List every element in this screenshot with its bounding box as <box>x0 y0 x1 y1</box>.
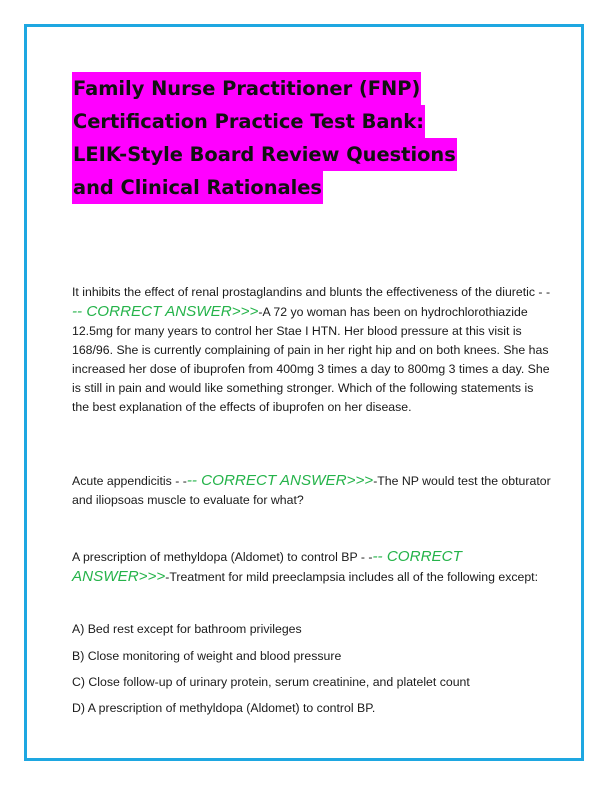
answer-text: Acute appendicitis - - <box>72 474 187 488</box>
option-d: D) A prescription of methyldopa (Aldomet) to control BP. <box>72 701 376 715</box>
question-text: -A 72 yo woman has been on hydrochlorothiazide 12.5mg for many years to control her Stae I HTN. Her blood pressure at this visit is 168/96. She is currently complaining of pain in her right hip and on both knees. She has increased her dose of ibuprofen from 400mg 3 times a day to 800mg 3 times a day. She is still in pain and would like something stronger. Which of the following statements is the best explanation of the effects of ibuprofen on her disease. <box>72 305 550 414</box>
correct-answer-label: -- CORRECT ANSWER>>> <box>72 303 259 320</box>
question-block-3 <box>72 547 552 587</box>
question-block-2 <box>72 471 552 510</box>
question-block-1 <box>72 283 552 417</box>
option-b: B) Close monitoring of weight and blood pressure <box>72 649 342 663</box>
question-text: -Treatment for mild preeclampsia includes all of the following except: <box>165 570 539 584</box>
title-line-1: Family Nurse Practitioner (FNP) <box>72 72 421 105</box>
option-a: A) Bed rest except for bathroom privileges <box>72 622 302 636</box>
correct-answer-label: -- CORRECT ANSWER>>> <box>186 472 374 489</box>
option-c: C) Close follow-up of urinary protein, serum creatinine, and platelet count <box>72 675 470 689</box>
title-line-2: Certification Practice Test Bank: <box>72 105 425 138</box>
answer-text: A prescription of methyldopa (Aldomet) to control BP - - <box>72 550 373 564</box>
question-text: -The NP would test the obturator and iliopsoas muscle to evaluate for what? <box>72 474 551 507</box>
title-line-3: LEIK-Style Board Review Questions <box>72 138 457 171</box>
answer-text: It inhibits the effect of renal prostaglandins and blunts the effectiveness of the diuretic - - <box>72 285 551 299</box>
correct-answer-label: -- CORRECT ANSWER>>> <box>72 548 462 585</box>
title-line-4: and Clinical Rationales <box>72 171 323 204</box>
document-title <box>72 72 542 204</box>
